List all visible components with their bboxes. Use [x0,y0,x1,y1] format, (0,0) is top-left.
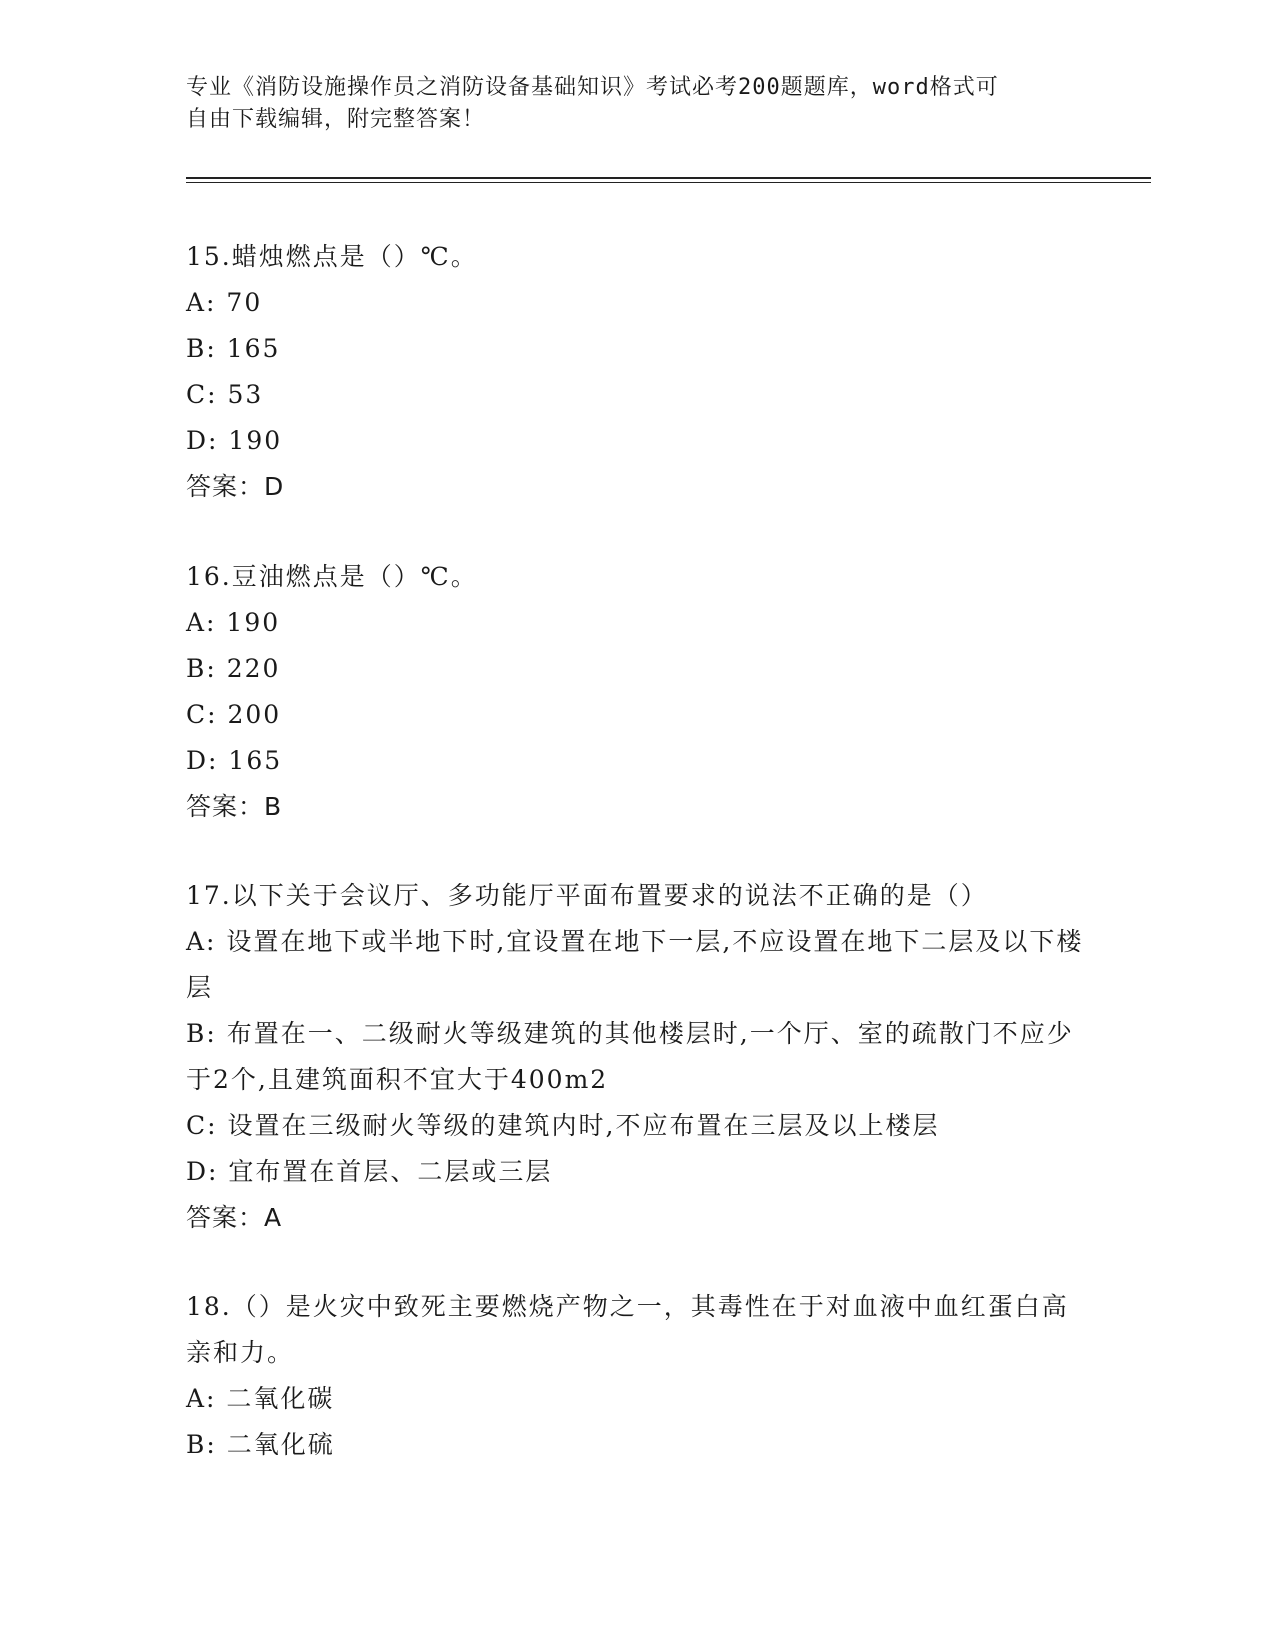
option-a: A: 二氧化碳 [186,1384,335,1413]
question-15 [186,234,1086,510]
question-title: 17.以下关于会议厅、多功能厅平面布置要求的说法不正确的是（） [186,881,988,910]
option-b: B: 布置在一、二级耐火等级建筑的其他楼层时,一个厅、室的疏散门不应少于2个,且建筑面积不宜大于400m2 [186,1019,1074,1094]
answer-line: 答案：D [186,472,285,501]
question-16 [186,554,1086,830]
question-18 [186,1284,1086,1468]
option-b: B: 165 [186,334,281,363]
option-d: D: 宜布置在首层、二层或三层 [186,1157,553,1186]
question-title: 16.豆油燃点是（）℃。 [186,562,478,591]
option-a: A: 70 [186,288,263,317]
question-17 [186,873,1086,1241]
option-d: D: 190 [186,426,283,455]
question-title: 15.蜡烛燃点是（）℃。 [186,242,478,271]
header-line-2: 自由下载编辑，附完整答案！ [186,107,486,132]
option-c: C: 53 [186,380,264,409]
header-divider-top [186,177,1151,179]
answer-line: 答案：A [186,1203,283,1232]
header-line-1: 专业《消防设施操作员之消防设备基础知识》考试必考200题题库，word格式可 [186,75,999,100]
option-c: C: 200 [186,700,282,729]
option-b: B: 220 [186,654,281,683]
option-b: B: 二氧化硫 [186,1430,335,1459]
option-a: A: 190 [186,608,281,637]
answer-line: 答案：B [186,792,283,821]
document-header [186,72,1086,136]
option-a: A: 设置在地下或半地下时,宜设置在地下一层,不应设置在地下二层及以下楼层 [186,927,1084,1002]
question-title: 18.（）是火灾中致死主要燃烧产物之一，其毒性在于对血液中血红蛋白高亲和力。 [186,1292,1069,1367]
header-divider-bottom [186,182,1151,183]
option-c: C: 设置在三级耐火等级的建筑内时,不应布置在三层及以上楼层 [186,1111,940,1140]
option-d: D: 165 [186,746,283,775]
